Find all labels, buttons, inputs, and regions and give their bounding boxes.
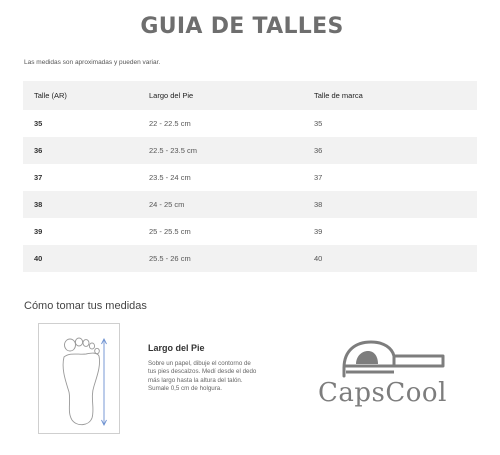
foot-illustration [38,323,120,434]
header-talle-ar: Talle (AR) [34,91,67,100]
how-to-measure-heading: Cómo tomar tus medidas [24,300,147,312]
cell-brand-size: 37 [314,173,323,182]
cell-length: 25 - 25.5 cm [149,227,191,236]
cell-length: 22 - 22.5 cm [149,119,191,128]
table-row [23,164,477,191]
cell-length: 25.5 - 26 cm [149,254,191,263]
foot-length-title: Largo del Pie [148,343,205,353]
disclaimer-note: Las medidas son aproximadas y pueden variar. [24,59,161,66]
table-row [23,218,477,245]
foot-length-description: Sobre un papel, dibuje el contorno de tus pies descalzos. Medí desde el dedo más largo hasta la altura del talón. Sumale 0,5 cm de holgura. [148,360,257,393]
cell-brand-size: 36 [314,146,323,155]
cell-size: 40 [34,254,43,263]
page-title: GUIA DE TALLES [140,14,344,39]
cell-size: 39 [34,227,43,236]
table-row [23,110,477,137]
cell-brand-size: 35 [314,119,323,128]
header-talle-marca: Talle de marca [314,91,363,100]
foot-outline-icon [39,324,121,435]
size-table [23,81,477,272]
cell-size: 35 [34,119,43,128]
cell-brand-size: 38 [314,200,323,209]
cell-size: 37 [34,173,43,182]
brand-logo-text: CapsCool [318,378,447,408]
cell-size: 38 [34,200,43,209]
table-row [23,137,477,164]
cell-length: 23.5 - 24 cm [149,173,191,182]
table-row [23,191,477,218]
cell-length: 24 - 25 cm [149,200,185,209]
cell-brand-size: 40 [314,254,323,263]
table-header-row [23,81,477,110]
cell-size: 36 [34,146,43,155]
measure-arrow-icon [102,339,107,425]
table-row [23,245,477,272]
cell-length: 22.5 - 23.5 cm [149,146,197,155]
header-largo-pie: Largo del Pie [149,91,194,100]
cell-brand-size: 39 [314,227,323,236]
